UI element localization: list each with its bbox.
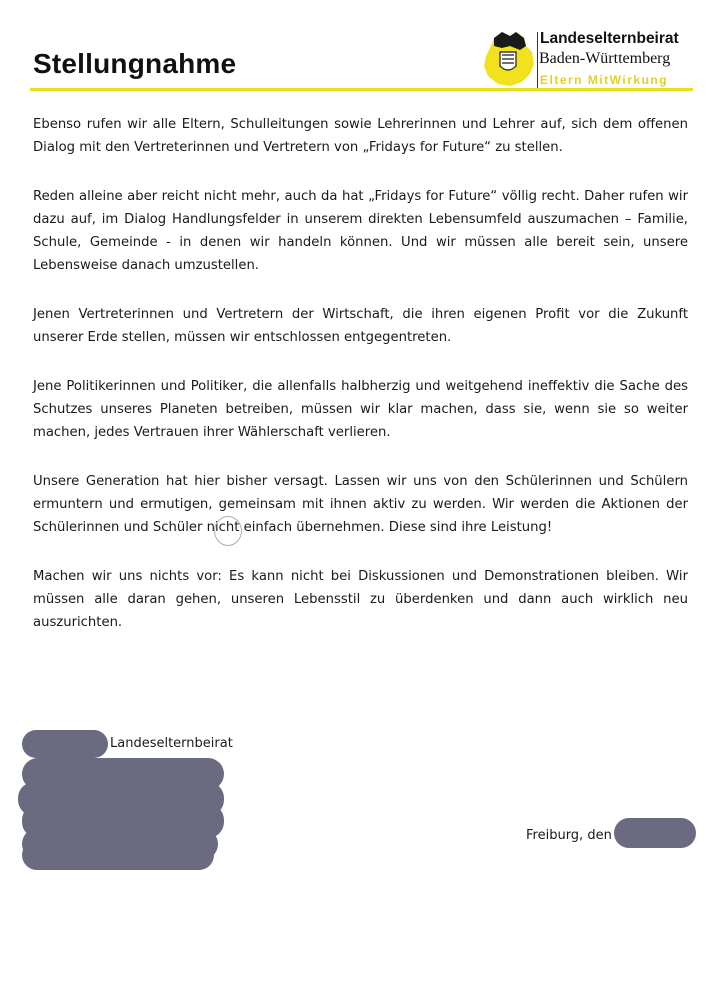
place-date-label: Freiburg, den xyxy=(526,828,612,843)
org-tagline: Eltern MitWirkung xyxy=(540,73,669,87)
document-body xyxy=(33,113,688,660)
org-region: Baden-Württemberg xyxy=(539,50,671,67)
document-header xyxy=(0,0,720,100)
paragraph: Jenen Vertreterinnen und Vertretern der Wirtschaft, die ihren eigenen Profit vor die Zukunft unserer Erde stellen, müssen wir entschlossen entgegentreten. xyxy=(33,307,688,345)
paragraph: Unsere Generation hat hier bisher versagt. Lassen wir uns von den Schülerinnen und Schülern ermuntern und ermutigen, gemeinsam mit ihnen aktiv zu werden. Wir werden die Aktionen der Schülerinnen und Schüler nicht einfach übernehmen. Diese sind ihre Leistung! xyxy=(33,474,688,535)
redaction-mark xyxy=(22,840,214,870)
redaction-mark xyxy=(22,730,108,758)
redaction-mark xyxy=(614,818,696,848)
paragraph: Reden alleine aber reicht nicht mehr, auch da hat „Fridays for Future“ völlig recht. Daher rufen wir dazu auf, im Dialog Handlungsfelder in unserem direkten Lebensumfeld auszumachen – Familie, Schule, Gemeinde - in denen wir handeln können. Und wir müssen alle bereit sein, unsere Lebensweise danach umzustellen. xyxy=(33,189,688,273)
paragraph: Machen wir uns nichts vor: Es kann nicht bei Diskussionen und Demonstrationen bleiben. Wir müssen alle daran gehen, unseren Lebensstil zu überdenken und dann auch wirklich neu auszurichten. xyxy=(33,569,688,630)
header-rule xyxy=(30,88,693,91)
signature-block xyxy=(0,720,720,890)
logo-divider xyxy=(537,32,538,88)
org-name: Landeselternbeirat xyxy=(540,30,679,47)
paragraph: Ebenso rufen wir alle Eltern, Schulleitungen sowie Lehrerinnen und Lehrer auf, sich dem offenen Dialog mit den Vertreterinnen und Vertretern von „Fridays for Future“ zu stellen. xyxy=(33,117,688,155)
paragraph: Jene Politikerinnen und Politiker, die allenfalls halbherzig und weitgehend ineffektiv die Sache des Schutzes unseres Planeten betreiben, müssen wir klar machen, dass sie, wenn sie so weiter machen, jedes Vertrauen ihrer Wählerschaft verlieren. xyxy=(33,379,688,440)
signature-org: Landeselternbeirat xyxy=(110,736,233,751)
cursor-indicator xyxy=(214,516,242,546)
document-title: Stellungnahme xyxy=(33,48,237,79)
state-map-with-coat-of-arms-icon xyxy=(480,30,536,88)
